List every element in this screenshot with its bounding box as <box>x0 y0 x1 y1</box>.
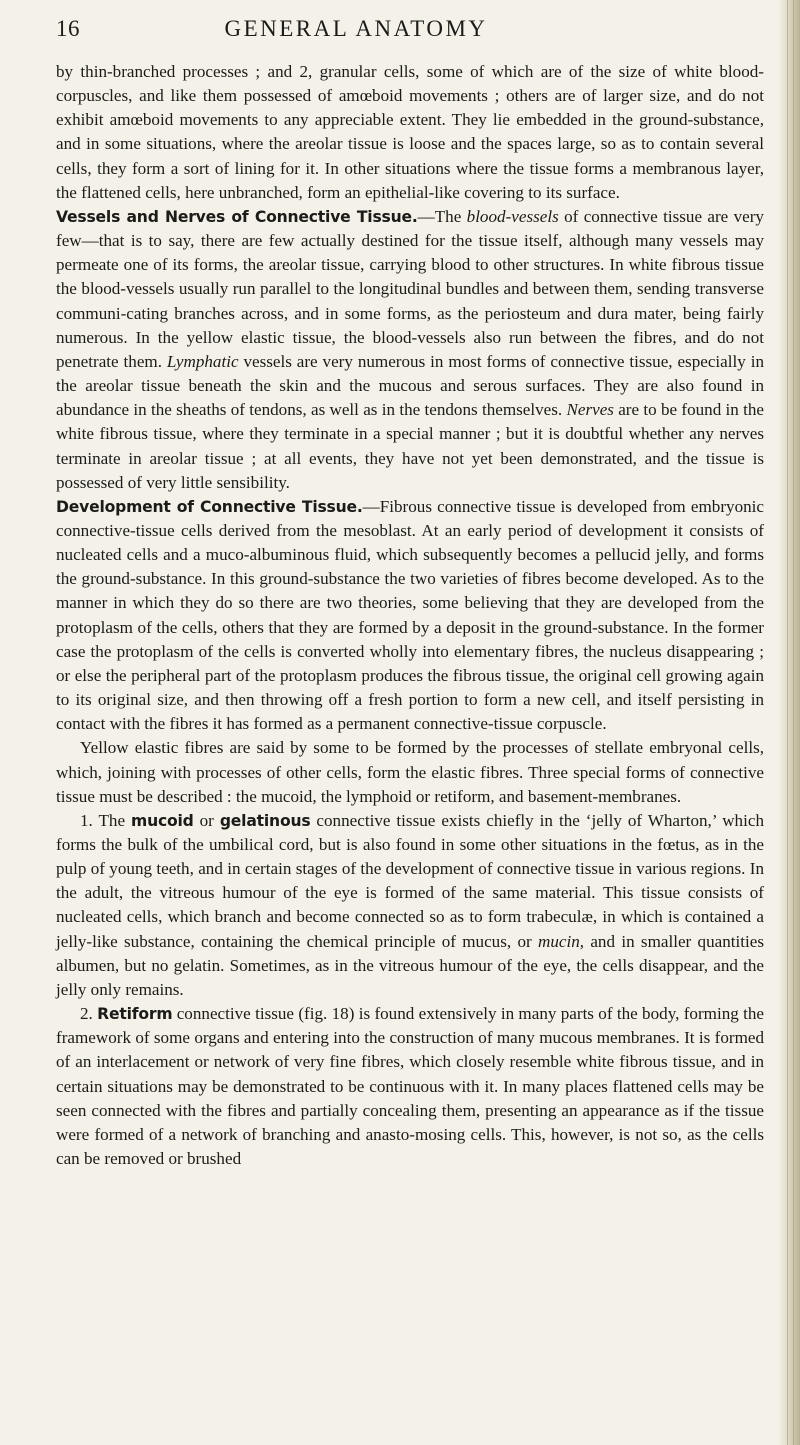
page-number: 16 <box>56 16 80 41</box>
term-mucin: mucin, <box>537 931 585 951</box>
paragraph-yellow-elastic: Yellow elastic fibres are said by some to be formed by the processes of stellate embryonal cells, which, joining with processes of other cells, form the elastic fibres. Three special forms of connective tissue must be described : the mucoid, the lymphoid or retiform, and basement-membranes. <box>56 738 764 806</box>
paragraph-development: Development of Connective Tissue.—Fibrous connective tissue is developed from embryonic connective-tissue cells derived from the mesoblast. At an early period of development it consists of nucleated cells and a muco-albuminous fluid, which subsequently becomes a pellucid jelly, and forms the ground-substance. In this ground-substance the two varieties of fibres become developed. As to the manner in which they do so there are two theories, some believing that they are developed from the protoplasm of the cells, others that they are formed by a deposit in the ground-substance. In the former case the protoplasm of the cells is converted wholly into elementary fibres, the nucleus disappearing ; or else the peripheral part of the protoplasm produces the fibrous tissue, the original cell growing again to its original size, and then throwing off a fresh portion to form a new cell, and itself persisting in contact with the fibres it has formed as a permanent connective-tissue corpuscle. <box>56 496 764 734</box>
body-text <box>56 60 764 1171</box>
term-gelatinous: gelatinous <box>219 811 311 830</box>
term-lymphatic: Lymphatic <box>166 351 239 371</box>
page-header <box>56 16 756 56</box>
section-heading-vessels-nerves: Vessels and Nerves of Connective Tissue. <box>56 207 418 226</box>
term-nerves: Nerves <box>566 400 614 420</box>
gutter-edge-line <box>787 0 788 1445</box>
section-heading-development: Development of Connective Tissue. <box>56 497 363 516</box>
page-gutter-shadow <box>778 0 800 1445</box>
term-retiform: Retiform <box>97 1005 173 1024</box>
gutter-edge-line <box>793 0 794 1445</box>
paragraph-vessels-nerves: Vessels and Nerves of Connective Tissue.—The blood-vessels of connective tissue are very few—that is to say, there are few actually destined for the tissue itself, although many vessels may permeate one of its forms, the areolar tissue, carrying blood to other structures. In white fibrous tissue the blood-vessels usually run parallel to the longitudinal bundles and between them, sending transverse communi-cating branches across, and in some forms, as the periosteum and dura mater, being fairly numerous. In the yellow elastic tissue, the blood-vessels also run between the fibres, and do not penetrate them. Lymphatic vessels are very numerous in most forms of connective tissue, especially in the areolar tissue beneath the skin and the mucous and serous surfaces. They are also found in abundance in the sheaths of tendons, as well as in the tendons themselves. Nerves are to be found in the white fibrous tissue, where they terminate in a special manner ; but it is doubtful whether any nerves terminate in areolar tissue ; at all events, they have not yet been demonstrated, and the tissue is possessed of very little sensibility. <box>56 206 764 492</box>
paragraph-retiform: 2. Retiform connective tissue (fig. 18) is found extensively in many parts of the body, forming the framework of some organs and entering into the construction of many mucous membranes. It is formed of an interlacement or network of very fine fibres, which closely resemble white fibrous tissue, and in certain situations may be demonstrated to be continuous with it. In many places flattened cells may be seen connected with the fibres and partially concealing them, presenting an appearance as if the tissue were formed of a network of branching and anasto-mosing cells. This, however, is not so, as the cells can be removed or brushed <box>56 1004 765 1169</box>
term-mucoid: mucoid <box>131 811 194 830</box>
paragraph-mucoid: 1. The mucoid or gelatinous connective tissue exists chiefly in the ‘jelly of Wharton,’ which forms the bulk of the umbilical cord, but is also found in some other situations in the fœtus, as in the pulp of young teeth, and in certain stages of the development of connective tissue in various regions. In the adult, the vitreous humour of the eye is formed of the same material. This tissue consists of nucleated cells, which branch and become connected so as to form trabeculæ, in which is contained a jelly-like substance, containing the chemical principle of mucus, or mucin, and in smaller quantities albumen, but no gelatin. Sometimes, as in the vitreous humour of the eye, the cells disappear, and the jelly only remains. <box>56 810 764 999</box>
running-head: GENERAL ANATOMY <box>224 16 488 41</box>
paragraph-areolar-cells: by thin-branched processes ; and 2, granular cells, some of which are of the size of white blood-corpuscles, and like them possessed of amœboid movements ; others are of larger size, and do not exhibit amœboid movements to any appreciable extent. They lie embedded in the ground-substance, and in some situations, where the areolar tissue is loose and the spaces large, so as to contain several cells, they form a sort of lining for it. In other situations where the tissue forms a membranous layer, the flattened cells, here unbranched, form an epithelial-like covering to its surface. <box>56 62 764 202</box>
term-blood-vessels: blood-vessels <box>466 206 559 226</box>
